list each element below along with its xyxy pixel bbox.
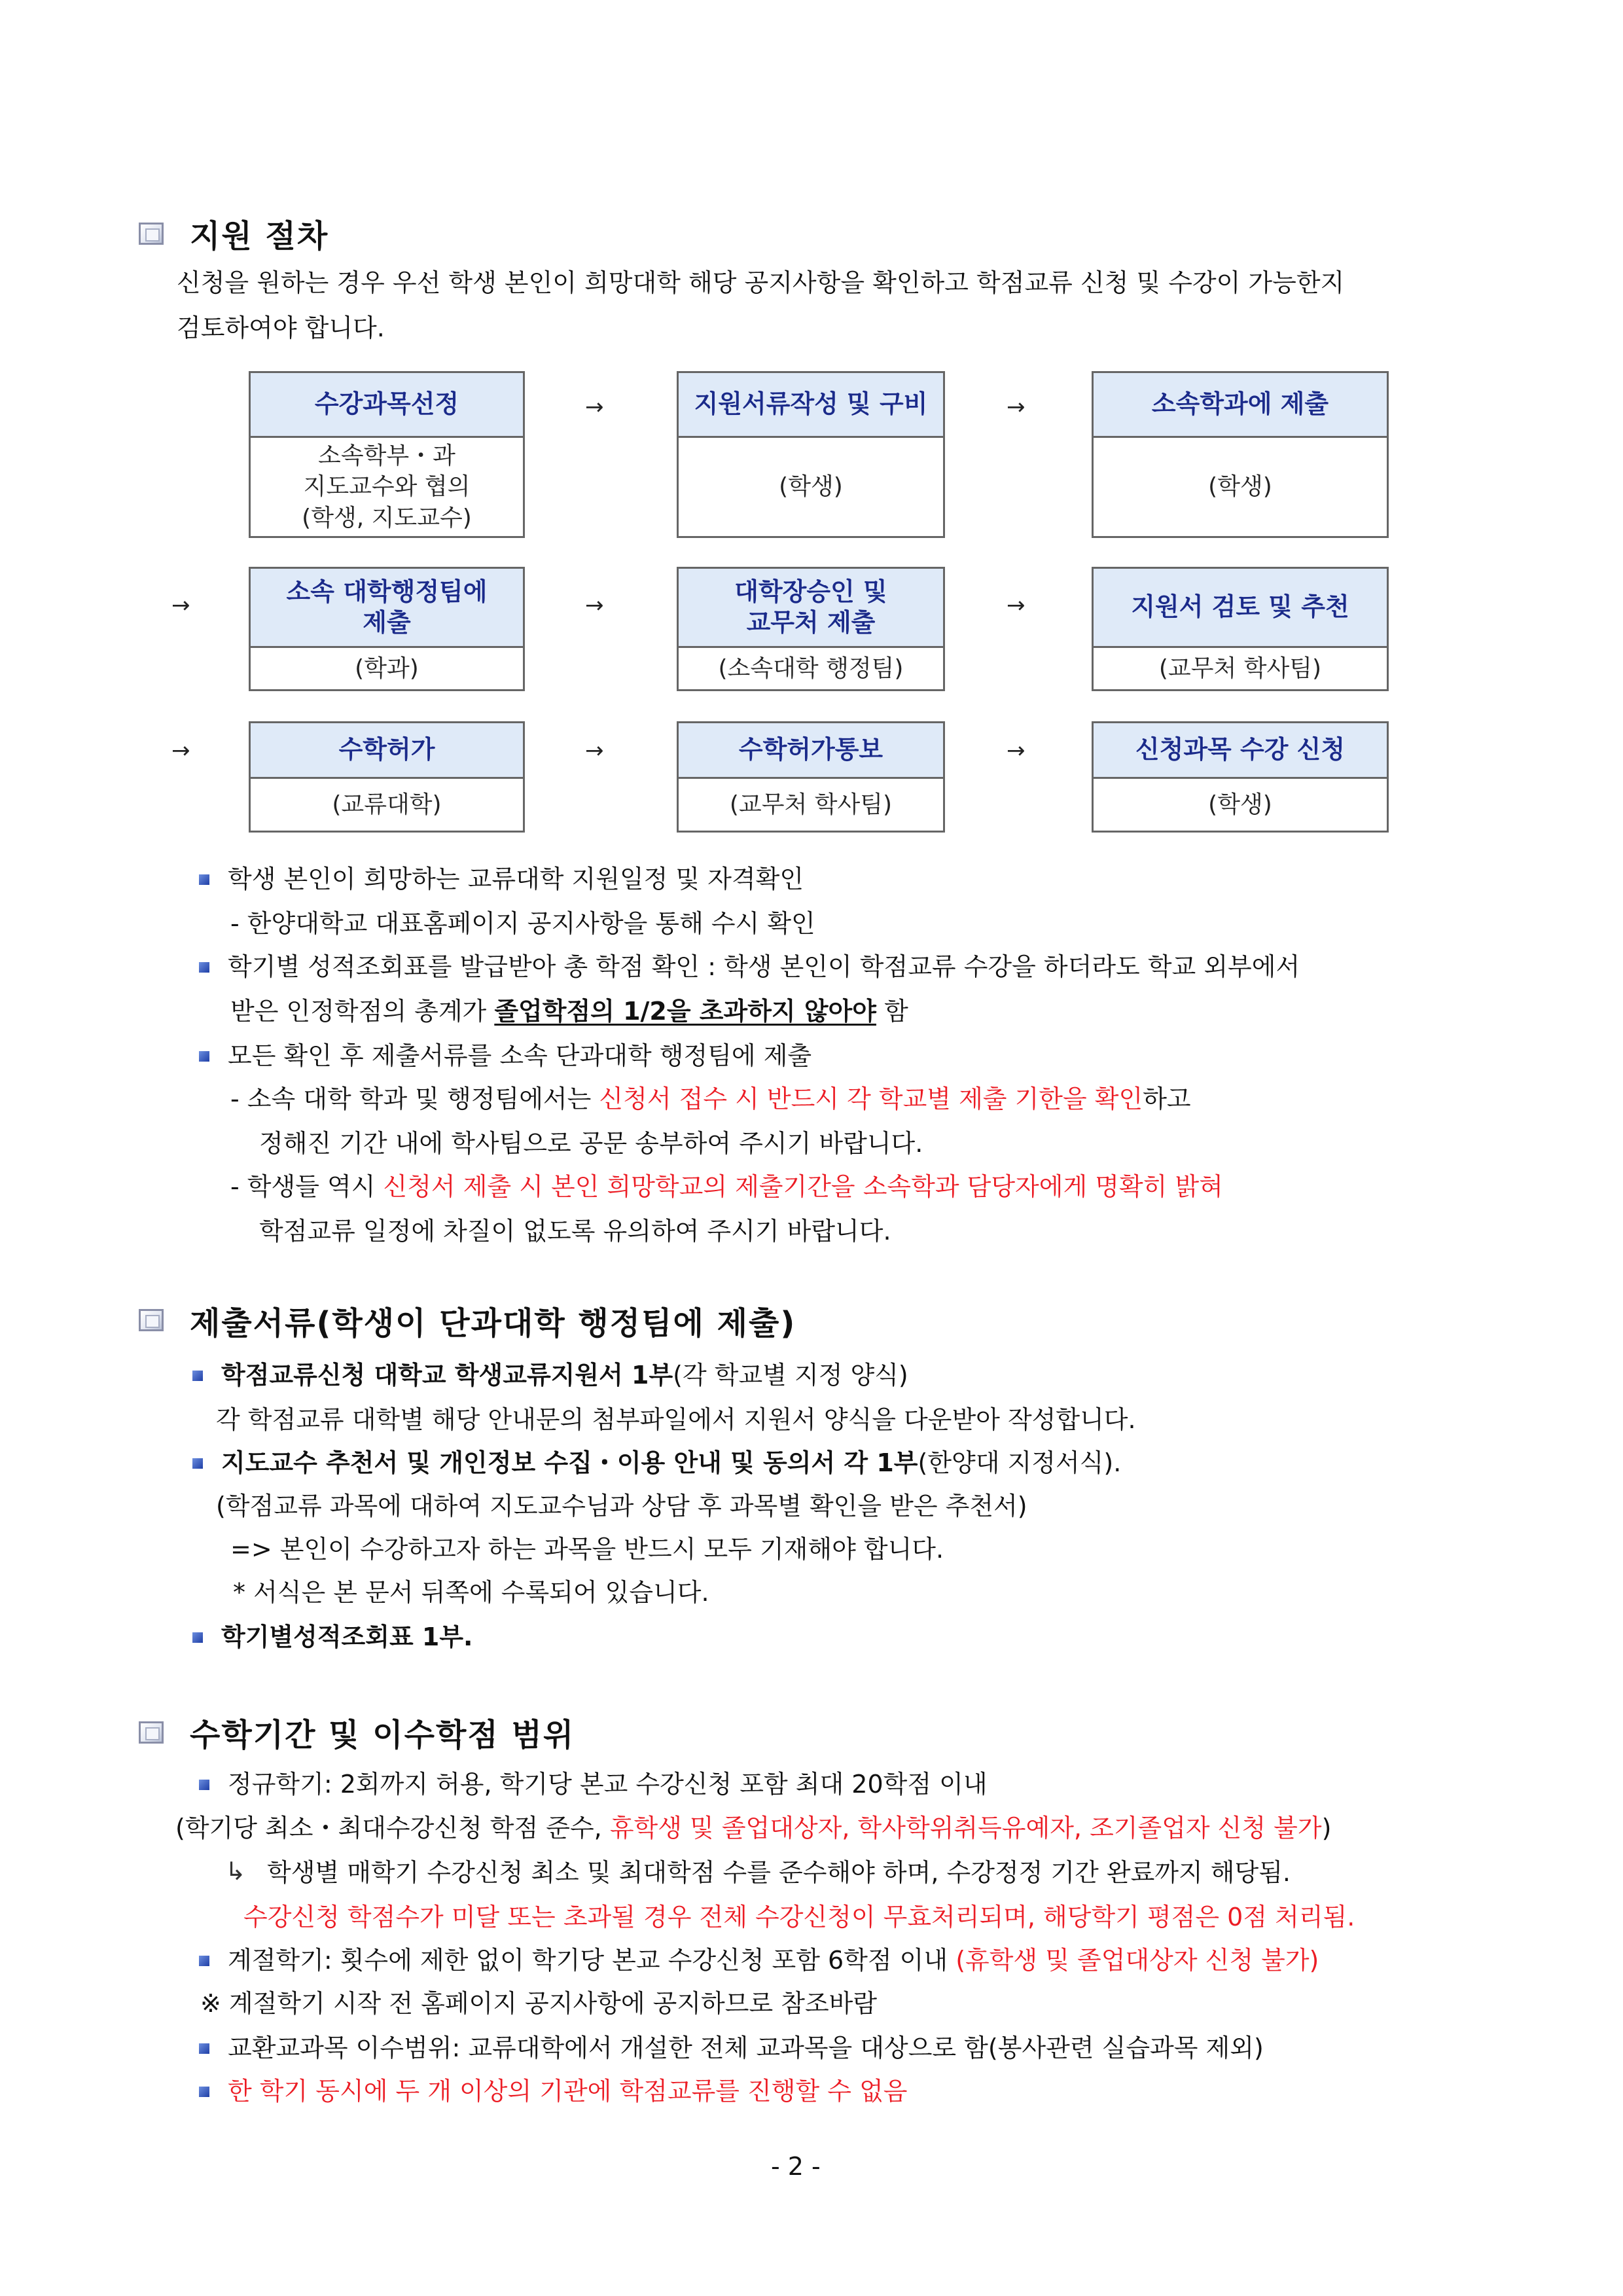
doc-application-form-bold: 학점교류신청 대학교 학생교류지원서 1부 [221, 1361, 673, 1390]
seasonal-semester-red: (휴학생 및 졸업대상자 신청 불가) [955, 1946, 1319, 1975]
page-number: - 2 - [771, 2152, 821, 2181]
flow-arrow: → [171, 592, 190, 619]
flow-step-8 [677, 721, 945, 833]
regular-semester-sub-pre: (학기당 최소・최대수강신청 학점 준수, [175, 1814, 610, 1842]
doc-recommendation [221, 1450, 1121, 1475]
regular-semester-sub-post: ) [1321, 1814, 1332, 1842]
submit-sub-2-red: 신청서 제출 시 본인 희망학교의 제출기간을 소속학과 담당자에게 명확히 밝혀 [383, 1172, 1223, 1201]
flow-step-9 [1092, 721, 1389, 833]
section-title-study-period: 수학기간 및 이수학점 범위 [190, 1717, 575, 1753]
flow-step-1-actor: 소속학부・과 지도교수와 협의 (학생, 지도교수) [302, 442, 472, 531]
section-heading-icon [139, 1309, 164, 1331]
regular-semester-note: 학생별 매학기 수강신청 최소 및 최대학점 수를 준수해야 하며, 수강정정 기간 완료까지 해당됨. [267, 1858, 1291, 1887]
regular-semester-sub [175, 1816, 1331, 1840]
flow-step-5-actor: (소속대학 행정팀) [718, 655, 904, 682]
flow-arrow: → [1007, 738, 1026, 764]
credit-limit-text-pre: 받은 인정학점의 총계가 [230, 997, 495, 1026]
bullet-icon [192, 1371, 203, 1381]
flow-step-6-title: 지원서 검토 및 추천 [1094, 569, 1387, 648]
bullet-transcript-check: 학기별 성적조회표를 발급받아 총 학점 확인 : 학생 본인이 학점교류 수강을 하더라도 학교 외부에서 [228, 952, 1300, 981]
doc-application-form-sub: 각 학점교류 대학별 해당 안내문의 첨부파일에서 지원서 양식을 다운받아 작성합니다. [216, 1405, 1136, 1434]
exchange-course-scope: 교환교과목 이수범위: 교류대학에서 개설한 전체 교과목을 대상으로 함(봉사관련 실습과목 제외) [228, 2034, 1264, 2062]
flow-step-3-title: 소속학과에 제출 [1094, 373, 1387, 438]
flow-arrow: → [171, 738, 190, 764]
flow-step-8-title: 수학허가통보 [679, 723, 943, 779]
doc-application-form-rest: (각 학교별 지정 양식) [673, 1361, 908, 1390]
flow-arrow: → [585, 394, 604, 420]
flow-step-5-title: 대학장승인 및 교무처 제출 [679, 569, 943, 648]
section-heading-icon [139, 223, 164, 245]
credit-limit-text-post: 함 [876, 997, 908, 1026]
flow-arrow: → [585, 738, 604, 764]
bullet-icon [199, 1051, 209, 1062]
flow-step-2 [677, 371, 945, 538]
flow-step-3 [1092, 371, 1389, 538]
flow-step-9-title: 신청과목 수강 신청 [1094, 723, 1387, 779]
seasonal-semester-pre: 계절학기: 횟수에 제한 없이 학기당 본교 수강신청 포함 6학점 이내 [228, 1946, 956, 1975]
doc-transcript: 학기별성적조회표 1부. [221, 1623, 473, 1651]
bullet-icon [199, 1956, 209, 1966]
flow-arrow: → [1007, 592, 1026, 619]
flow-step-9-actor: (학생) [1208, 791, 1272, 818]
section-title-application-procedure: 지원 절차 [190, 218, 329, 255]
bullet-schedule-check: 학생 본인이 희망하는 교류대학 지원일정 및 자격확인 [228, 865, 804, 893]
bullet-submit-sub-2-cont: 학점교류 일정에 차질이 없도록 유의하여 주시기 바랍니다. [259, 1217, 891, 1246]
flow-step-2-title: 지원서류작성 및 구비 [679, 373, 943, 438]
doc-recommendation-bold: 지도교수 추천서 및 개인정보 수집・이용 안내 및 동의서 각 1부 [221, 1448, 918, 1477]
flow-step-6 [1092, 567, 1389, 691]
doc-recommendation-sub-1: (학점교류 과목에 대하여 지도교수님과 상담 후 과목별 확인을 받은 추천서) [216, 1492, 1027, 1520]
flow-step-4 [249, 567, 525, 691]
flow-step-1 [249, 371, 525, 538]
bullet-submit-sub-2 [230, 1174, 1223, 1199]
regular-semester-warning: 수강신청 학점수가 미달 또는 초과될 경우 전체 수강신청이 무효처리되며, 해당학기 평점은 0점 처리됨. [243, 1903, 1355, 1931]
doc-application-form [221, 1363, 908, 1388]
bullet-icon [199, 1780, 209, 1790]
regular-semester-sub-red: 휴학생 및 졸업대상자, 학사학위취득유예자, 조기졸업자 신청 불가 [609, 1814, 1322, 1842]
flow-step-4-actor: (학과) [355, 655, 419, 682]
flow-arrow: → [585, 592, 604, 619]
doc-recommendation-sub-3: * 서식은 본 문서 뒤쪽에 수록되어 있습니다. [233, 1578, 709, 1607]
submit-sub-1-post: 하고 [1143, 1085, 1191, 1113]
flow-step-7-actor: (교류대학) [332, 791, 442, 818]
submit-sub-2-pre: - 학생들 역시 [230, 1172, 383, 1201]
submit-sub-1-pre: - 소속 대학 학과 및 행정팀에서는 [230, 1085, 599, 1113]
bullet-icon [199, 962, 209, 973]
section-title-required-documents: 제출서류(학생이 단과대학 행정팀에 제출) [190, 1305, 796, 1342]
submit-sub-1-red: 신청서 접수 시 반드시 각 학교별 제출 기한을 확인 [599, 1085, 1143, 1113]
seasonal-semester-note: ※ 계절학기 시작 전 홈페이지 공지사항에 공지하므로 참조바람 [200, 1989, 878, 2018]
bullet-icon [199, 2043, 209, 2054]
flow-arrow: → [1007, 394, 1026, 420]
single-institution-rule: 한 학기 동시에 두 개 이상의 기관에 학점교류를 진행할 수 없음 [228, 2077, 908, 2106]
bullet-icon [199, 874, 209, 885]
regular-semester: 정규학기: 2회까지 허용, 학기당 본교 수강신청 포함 최대 20학점 이내 [228, 1770, 988, 1799]
doc-recommendation-rest: (한양대 지정서식). [918, 1448, 1122, 1477]
flow-step-2-actor: (학생) [779, 473, 843, 501]
flow-step-6-actor: (교무처 학사팀) [1158, 655, 1322, 682]
section-heading-icon [139, 1721, 164, 1744]
flow-step-7 [249, 721, 525, 833]
bullet-icon [199, 2087, 209, 2097]
bullet-submit-sub-1 [230, 1086, 1191, 1111]
flow-step-7-title: 수학허가 [251, 723, 523, 779]
flow-step-4-title: 소속 대학행정팀에 제출 [251, 569, 523, 648]
bullet-transcript-check-cont [230, 999, 908, 1024]
bullet-submit-sub-1-cont: 정해진 기간 내에 학사팀으로 공문 송부하여 주시기 바랍니다. [259, 1129, 923, 1158]
flow-step-8-actor: (교무처 학사팀) [729, 791, 893, 818]
intro-line-2: 검토하여야 합니다. [177, 314, 385, 342]
seasonal-semester [228, 1948, 1319, 1973]
bullet-icon [192, 1632, 203, 1643]
flow-step-1-title: 수강과목선정 [251, 373, 523, 438]
intro-line-1: 신청을 원하는 경우 우선 학생 본인이 희망대학 해당 공지사항을 확인하고 학점교류 신청 및 수강이 가능한지 [177, 268, 1345, 297]
bullet-schedule-check-sub: - 한양대학교 대표홈페이지 공지사항을 통해 수시 확인 [230, 909, 815, 938]
arrow-return-icon: ↳ [225, 1857, 246, 1886]
flow-step-3-actor: (학생) [1208, 473, 1272, 501]
doc-recommendation-sub-2: => 본인이 수강하고자 하는 과목을 반드시 모두 기재해야 합니다. [230, 1535, 944, 1564]
bullet-submit-documents: 모든 확인 후 제출서류를 소속 단과대학 행정팀에 제출 [228, 1041, 812, 1070]
flow-step-5 [677, 567, 945, 691]
credit-limit-emphasis: 졸업학점의 1/2을 초과하지 않아야 [494, 997, 876, 1026]
bullet-icon [192, 1458, 203, 1469]
